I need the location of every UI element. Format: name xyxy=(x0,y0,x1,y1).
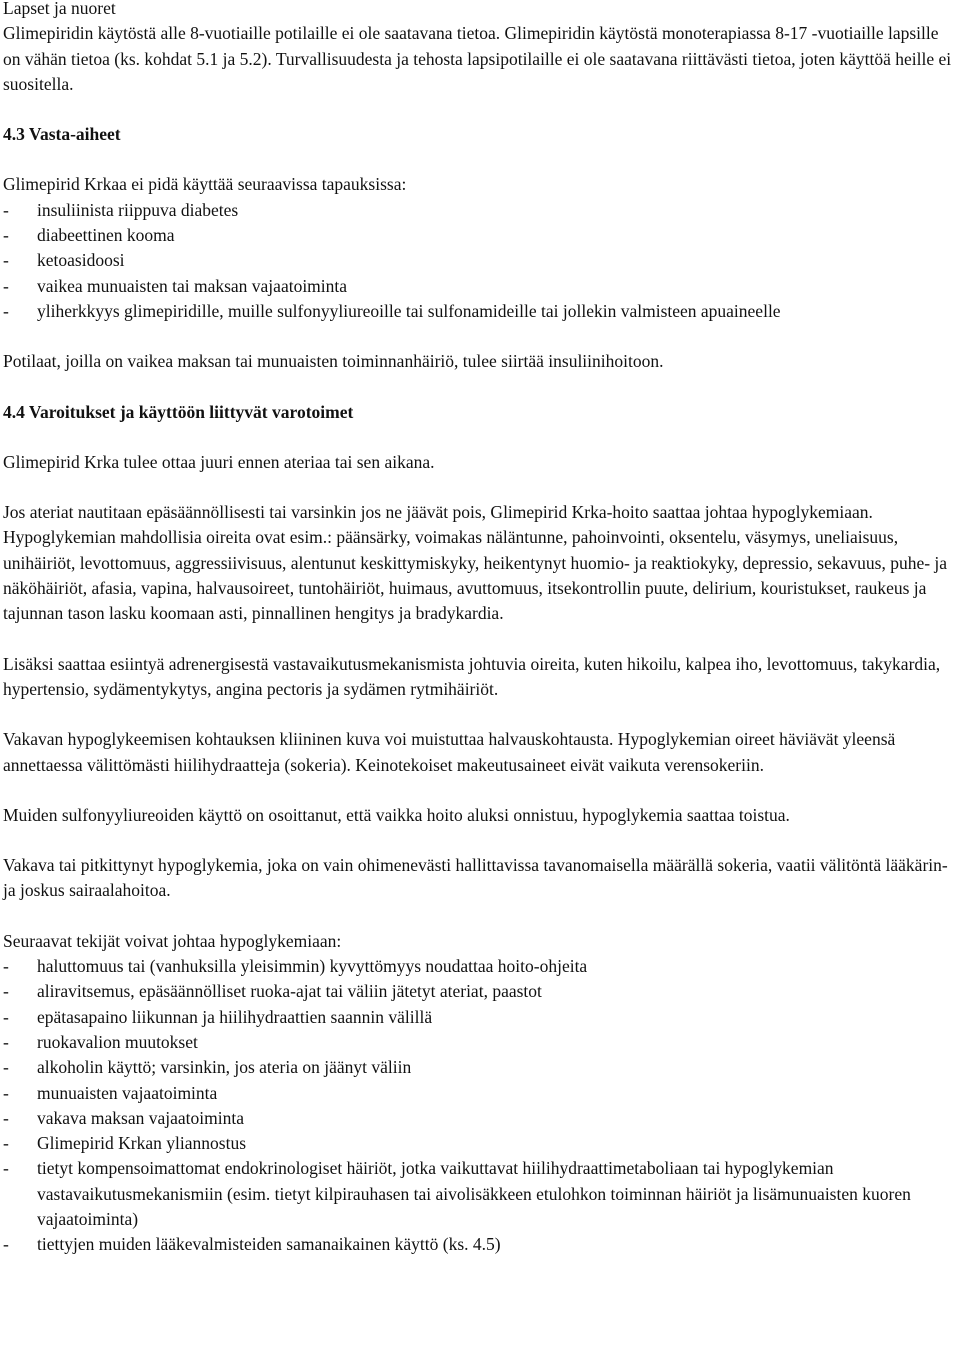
list-item: - epätasapaino liikunnan ja hiilihydraattien saannin välillä xyxy=(3,1005,958,1030)
list-dash: - xyxy=(3,300,9,321)
list-item: - insuliinista riippuva diabetes xyxy=(3,198,958,223)
list-item: - ketoasidoosi xyxy=(3,248,958,273)
risk-factors-intro: Seuraavat tekijät voivat johtaa hypoglykemiaan: xyxy=(3,930,342,951)
list-dash: - xyxy=(3,1133,9,1154)
list-item: - vakava maksan vajaatoiminta xyxy=(3,1106,958,1131)
children-text: Glimepiridin käytöstä alle 8-vuotiaille potilaille ei ole saatavana tietoa. Glimepiridin käytöstä monoterapiassa 8-17 -vuotiaille lapsille on vähän tietoa (ks. kohdat 5.1 ja 5.2). Turvallisuudesta ja tehosta lapsipotilaille ei ole saatavana riittävästi tietoa, joten käyttöä heille ei suositella. xyxy=(3,23,952,94)
list-dash: - xyxy=(3,250,9,271)
warnings-paragraph: Muiden sulfonyyliureoiden käyttö on osoittanut, että vaikka hoito aluksi onnistuu, hypoglykemia saattaa toistua. xyxy=(3,804,790,825)
list-item: - haluttomuus tai (vanhuksilla yleisimmin) kyvyttömyys noudattaa hoito-ohjeita xyxy=(3,954,958,979)
warnings-paragraph: Glimepirid Krka tulee ottaa juuri ennen ateriaa tai sen aikana. xyxy=(3,451,435,472)
list-dash: - xyxy=(3,1006,9,1027)
warnings-paragraph: Jos ateriat nautitaan epäsäännöllisesti tai varsinkin jos ne jäävät pois, Glimepirid Krka-hoito saattaa johtaa hypoglykemiaan. Hypoglykemian mahdollisia oireita ovat esim.: päänsärky, voimakas näläntunne, pahoinvointi, oksentelu, väsymys, uneliaisuus, unihäiriöt, levottomuus, aggressiivisuus, alentunut keskittymiskyky, heikentynyt huomio- ja reaktiokyky, depressio, sekavuus, puhe- ja näköhäiriöt, afasia, vapina, halvausoireet, tuntohäiriöt, huimaus, avuttomuus, itsekontrollin puute, delirium, kouristukset, raukeus ja tajunnan tason lasku koomaan asti, pinnallinen hengitys ja bradykardia. xyxy=(3,502,948,624)
list-dash: - xyxy=(3,981,9,1002)
list-dash: - xyxy=(3,1158,9,1179)
list-item: - munuaisten vajaatoiminta xyxy=(3,1081,958,1106)
list-item: - ruokavalion muutokset xyxy=(3,1030,958,1055)
warnings-paragraph: Lisäksi saattaa esiintyä adrenergisestä vastavaikutusmekanismista johtuvia oireita, kuten hikoilu, kalpea iho, levottomuus, takykardia, hypertensio, sydämentykytys, angina pectoris ja sydämen rytmihäiriöt. xyxy=(3,653,941,699)
warnings-paragraph: Vakava tai pitkittynyt hypoglykemia, joka on vain ohimenevästi hallittavissa tavanomaisella määrällä sokeria, vaatii välitöntä lääkärin- ja joskus sairaalahoitoa. xyxy=(3,855,948,901)
warnings-heading: 4.4 Varoitukset ja käyttöön liittyvät varotoimet xyxy=(3,401,354,422)
list-item: - aliravitsemus, epäsäännölliset ruoka-ajat tai väliin jätetyt ateriat, paastot xyxy=(3,979,958,1004)
list-item: - diabeettinen kooma xyxy=(3,223,958,248)
list-dash: - xyxy=(3,275,9,296)
list-dash: - xyxy=(3,1057,9,1078)
list-item: - alkoholin käyttö; varsinkin, jos ateria on jäänyt väliin xyxy=(3,1055,958,1080)
list-dash: - xyxy=(3,1031,9,1052)
list-item: - tietyt kompensoimattomat endokrinologiset häiriöt, jotka vaikuttavat hiilihydraattimetaboliaan tai hypoglykemian vastavaikutusmekanismiin (esim. tietyt kilpirauhasen tai aivolisäkkeen etulohkon toiminnan häiriöt ja lisämunuaisten kuoren vajaatoiminta) xyxy=(3,1158,911,1229)
document-page xyxy=(3,0,958,1258)
list-item: - vaikea munuaisten tai maksan vajaatoiminta xyxy=(3,274,958,299)
children-title: Lapset ja nuoret xyxy=(3,0,116,18)
list-item: - tiettyjen muiden lääkevalmisteiden samanaikainen käyttö (ks. 4.5) xyxy=(3,1232,958,1257)
contraindications-intro: Glimepirid Krkaa ei pidä käyttää seuraavissa tapauksissa: xyxy=(3,174,407,195)
contraindications-heading: 4.3 Vasta-aiheet xyxy=(3,124,121,145)
risk-factors-list xyxy=(3,954,958,1258)
warnings-paragraph: Vakavan hypoglykeemisen kohtauksen kliininen kuva voi muistuttaa halvauskohtausta. Hypoglykemian oireet häviävät yleensä annettaessa välittömästi hiilihydraatteja (sokeria). Keinotekoiset makeutusaineet eivät vaikuta verensokeriin. xyxy=(3,729,896,775)
contraindications-list xyxy=(3,198,958,324)
list-dash: - xyxy=(3,1107,9,1128)
list-item: - yliherkkyys glimepiridille, muille sulfonyyliureoille tai sulfonamideille tai jollekin valmisteen apuaineelle xyxy=(3,299,958,324)
contraindications-note: Potilaat, joilla on vaikea maksan tai munuaisten toiminnanhäiriö, tulee siirtää insuliinihoitoon. xyxy=(3,351,664,372)
list-dash: - xyxy=(3,1234,9,1255)
list-dash: - xyxy=(3,956,9,977)
list-dash: - xyxy=(3,225,9,246)
list-item: - Glimepirid Krkan yliannostus xyxy=(3,1131,958,1156)
list-dash: - xyxy=(3,199,9,220)
list-dash: - xyxy=(3,1082,9,1103)
